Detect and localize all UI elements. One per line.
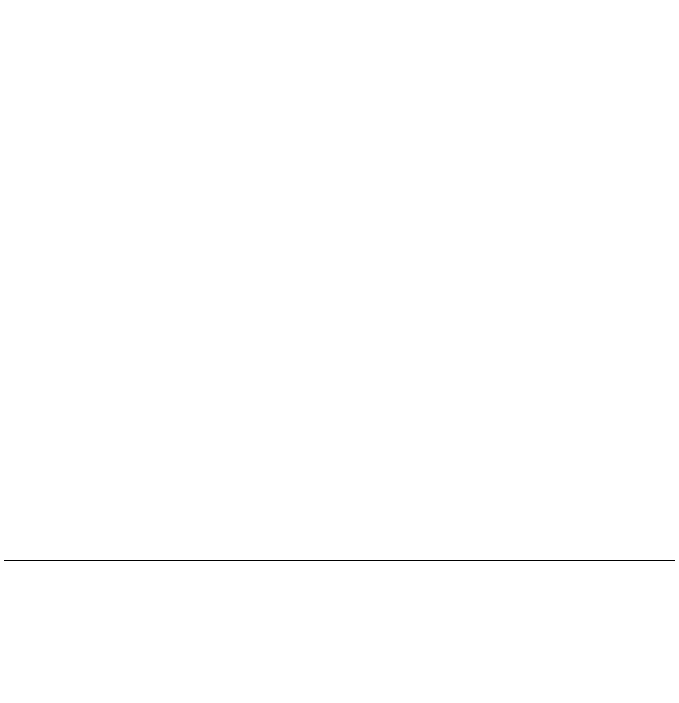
header-divider bbox=[4, 560, 675, 561]
